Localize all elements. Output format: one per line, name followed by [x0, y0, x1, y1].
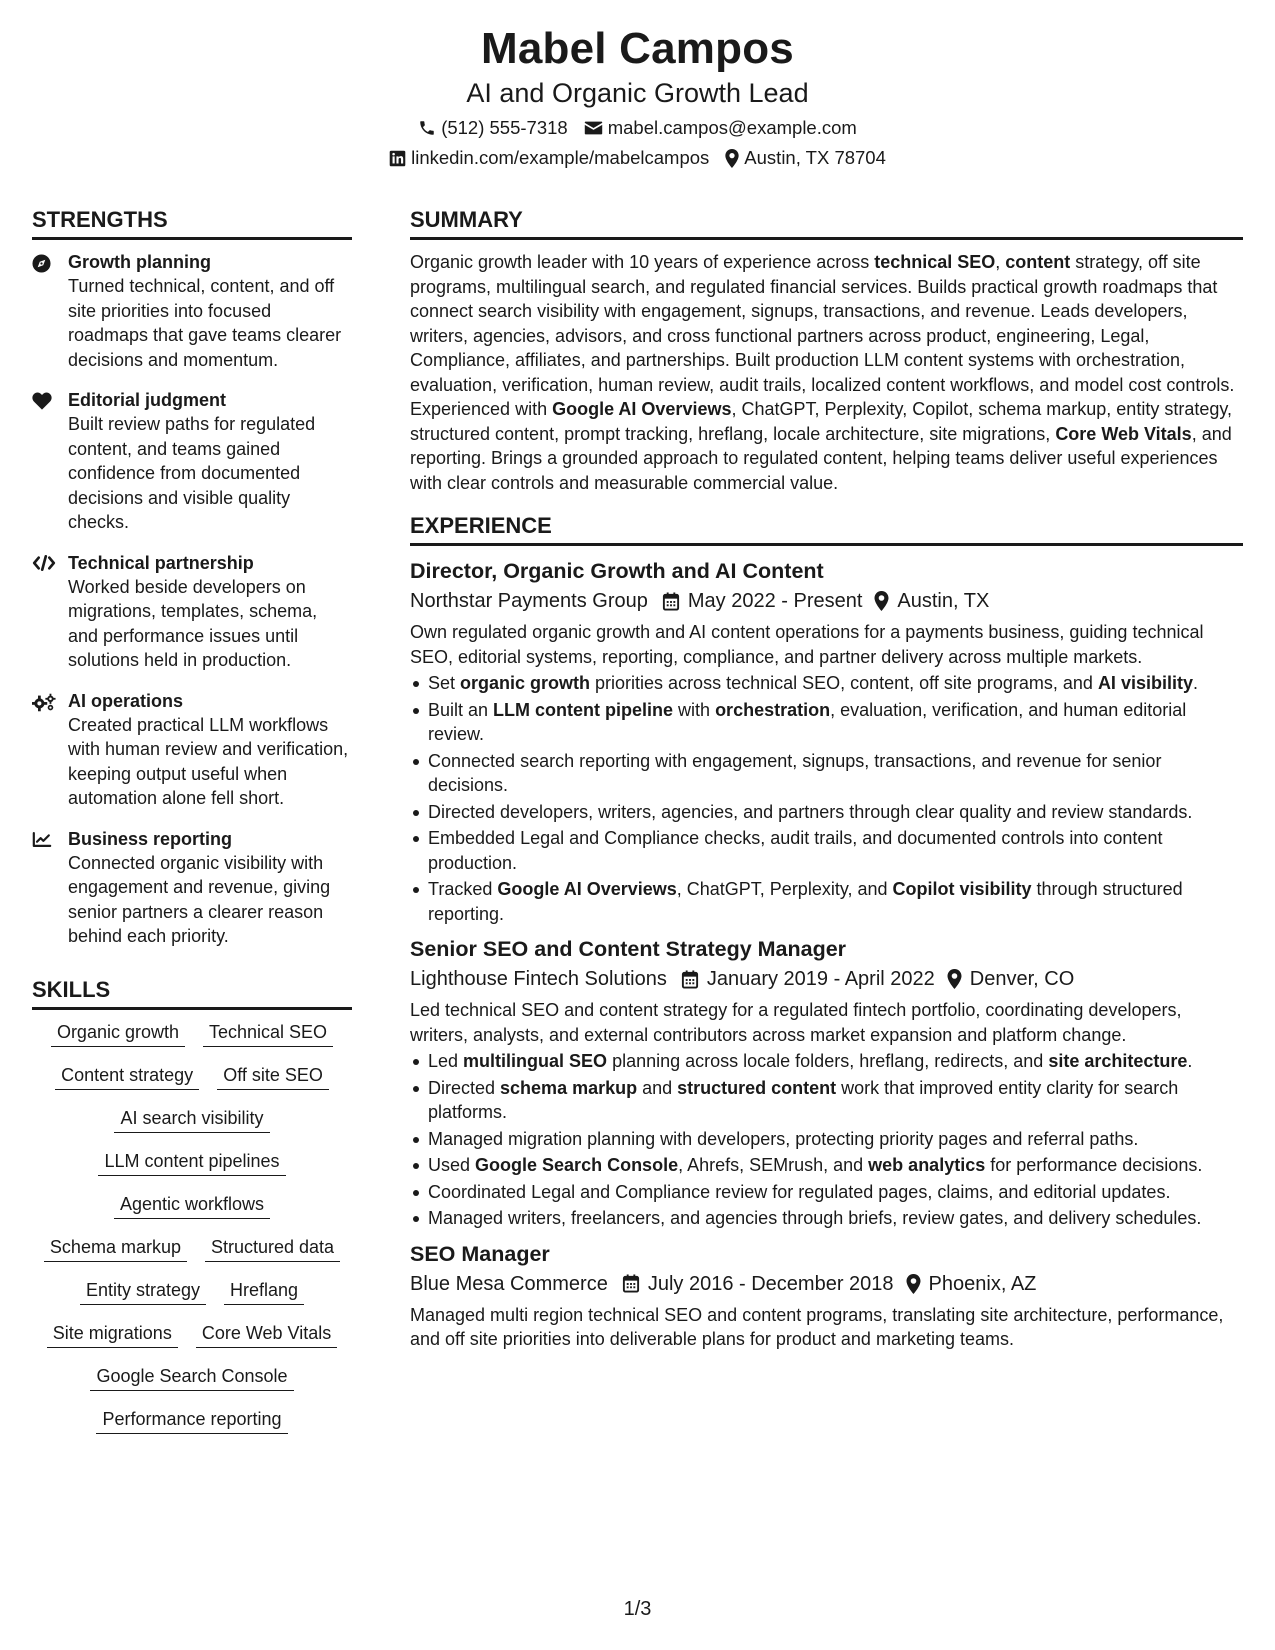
strength-title: Technical partnership: [68, 552, 254, 573]
bold-keyword: organic growth: [460, 673, 591, 693]
bold-keyword: AI visibility: [1097, 673, 1193, 693]
job-location: Phoenix, AZ: [928, 1272, 1037, 1295]
skill-tag: Agentic workflows: [114, 1192, 270, 1219]
map-pin-icon: [725, 149, 739, 168]
candidate-name: Mabel Campos: [481, 24, 794, 73]
summary-heading: SUMMARY: [410, 205, 1243, 240]
bold-keyword: schema markup: [500, 1077, 638, 1098]
job-dates: July 2016 - December 2018: [647, 1272, 894, 1295]
job-dates: May 2022 - Present: [687, 590, 863, 612]
job-meta: [410, 586, 1243, 616]
linkedin-text[interactable]: linkedin.com/example/mabelcampos: [411, 147, 710, 168]
contact-email[interactable]: [584, 113, 857, 143]
job-description: Own regulated organic growth and AI content operations for a payments business, guiding technical SEO, editorial systems, reporting, compliance, and partner delivery across multiple markets.: [410, 622, 1204, 667]
bold-keyword: Copilot visibility: [892, 879, 1032, 899]
skill-tag: Structured data: [205, 1235, 340, 1262]
bold-keyword: multilingual SEO: [463, 1051, 608, 1071]
skills-section: [32, 975, 352, 1434]
job-meta: [410, 964, 1243, 994]
skill-row: [32, 1149, 352, 1176]
strength-title: Business reporting: [68, 828, 233, 849]
bullet-item: Directed schema markup and structured content work that improved entity clarity for search platforms.: [428, 1076, 1243, 1125]
right-column: [410, 205, 1243, 1360]
job-meta: [410, 1269, 1243, 1299]
job-location: Austin, TX: [897, 590, 990, 612]
job-title: SEO Manager: [410, 1241, 550, 1266]
skill-row: [32, 1321, 352, 1348]
skill-tag: Site migrations: [47, 1321, 178, 1348]
contact-row-2: [0, 143, 1275, 173]
map-pin-icon: [906, 1274, 921, 1294]
code-icon: [32, 551, 68, 673]
strength-desc: Created practical LLM workflows with human review and verification, keeping output useful when automation alone fell short.: [68, 714, 349, 808]
skill-tag: Entity strategy: [80, 1278, 206, 1305]
skill-tag: Google Search Console: [90, 1364, 293, 1391]
bold-keyword: site architecture: [1048, 1051, 1188, 1071]
calendar-icon: [681, 970, 699, 989]
skill-row: [32, 1106, 352, 1133]
contact-phone: [418, 113, 568, 143]
skill-tag: AI search visibility: [114, 1106, 269, 1133]
skill-row: [32, 1020, 352, 1047]
calendar-icon: [622, 1274, 640, 1293]
bold-keyword: structured content: [677, 1077, 837, 1098]
strength-title: Editorial judgment: [68, 390, 227, 410]
bold-keyword: LLM content pipeline: [493, 699, 674, 720]
bullet-item: Used Google Search Console, Ahrefs, SEMrush, and web analytics for performance decisions.: [428, 1153, 1243, 1178]
bold-keyword: Core Web Vitals: [1055, 423, 1192, 444]
skill-row: [32, 1063, 352, 1090]
contact-linkedin[interactable]: [389, 143, 709, 173]
strength-desc: Built review paths for regulated content, and teams gained confidence from documented decisions and visible quality checks.: [68, 414, 316, 532]
contact-location: [725, 143, 886, 173]
job-company: Northstar Payments Group: [410, 590, 648, 612]
strength-title: AI operations: [68, 690, 184, 711]
compass-icon: [32, 250, 68, 372]
strength-title: Growth planning: [68, 252, 211, 272]
bullet-item: Managed writers, freelancers, and agencies through briefs, review gates, and delivery schedules.: [428, 1206, 1243, 1231]
bold-keyword: content: [1005, 252, 1071, 272]
calendar-icon: [662, 592, 680, 611]
left-column: [32, 205, 352, 1450]
skill-row: [32, 1364, 352, 1391]
gears-icon: [32, 689, 68, 811]
map-pin-icon: [947, 969, 962, 989]
skill-tag: Core Web Vitals: [196, 1321, 337, 1348]
bullet-item: Connected search reporting with engagement, signups, transactions, and revenue for senior decisions.: [428, 749, 1243, 798]
skill-row: [32, 1407, 352, 1434]
skill-tag: Organic growth: [51, 1020, 185, 1047]
strength-item: [32, 388, 352, 535]
location-text: Austin, TX 78704: [744, 147, 886, 168]
bold-keyword: web analytics: [868, 1155, 986, 1175]
job-title: Director, Organic Growth and AI Content: [410, 559, 824, 583]
email-text[interactable]: mabel.campos@example.com: [607, 117, 857, 138]
bold-keyword: technical SEO: [874, 252, 996, 272]
skills-heading: SKILLS: [32, 975, 352, 1010]
job-company: Blue Mesa Commerce: [410, 1272, 608, 1295]
bold-keyword: Google AI Overviews: [497, 879, 677, 899]
bullet-item: Built an LLM content pipeline with orchestration, evaluation, verification, and human editorial review.: [428, 698, 1243, 747]
skill-row: [32, 1235, 352, 1262]
experience-list: [410, 556, 1243, 1352]
strength-desc: Turned technical, content, and off site priorities into focused roadmaps that gave teams clearer decisions and momentum.: [68, 276, 342, 370]
skills-list: [32, 1020, 352, 1434]
strength-item: [32, 551, 352, 673]
heart-icon: [32, 388, 68, 535]
skill-tag: Hreflang: [224, 1278, 304, 1305]
phone-text: (512) 555-7318: [441, 117, 568, 138]
experience-heading: EXPERIENCE: [410, 511, 1243, 546]
bold-keyword: Google AI Overviews: [552, 399, 732, 419]
strength-desc: Worked beside developers on migrations, templates, schema, and performance issues until solutions held in production.: [68, 576, 318, 670]
strength-item: [32, 689, 352, 811]
phone-icon: [418, 119, 436, 137]
candidate-title: AI and Organic Growth Lead: [466, 78, 809, 108]
job-bullets: [410, 1049, 1243, 1231]
skill-tag: Performance reporting: [96, 1407, 287, 1434]
job-description: Managed multi region technical SEO and content programs, translating site architecture, performance, and off site priorities into deliverable plans for product and marketing teams.: [410, 1304, 1224, 1349]
skill-row: [32, 1192, 352, 1219]
envelope-icon: [584, 120, 603, 136]
strengths-heading: STRENGTHS: [32, 205, 352, 240]
skill-tag: Technical SEO: [203, 1020, 333, 1047]
job-bullets: [410, 671, 1243, 926]
chart-line-icon: [32, 827, 68, 949]
summary-text: Organic growth leader with 10 years of experience across technical SEO, content strategy, off site programs, multilingual search, and regulated financial services. Builds practical growth roadmaps that connect search visibility with engagement, signups, transactions, and revenue. Leads developers, writers, agencies, advisors, and cross functional partners across product, engineering, Legal, Compliance, affiliates, and partnerships. Built production LLM content systems with orchestration, evaluation, verification, human review, audit trails, localized content workflows, and model cost controls. Experienced with Google AI Overviews, ChatGPT, Perplexity, Copilot, schema markup, entity strategy, structured content, prompt tracking, hreflang, locale architecture, site migrations, Core Web Vitals, and reporting. Brings a grounded approach to regulated content, helping teams deliver useful experiences with clear controls and measurable commercial value.: [410, 252, 1235, 493]
bullet-item: Tracked Google AI Overviews, ChatGPT, Perplexity, and Copilot visibility through structured reporting.: [428, 877, 1243, 926]
job-entry: [410, 556, 1243, 926]
job-dates: January 2019 - April 2022: [706, 968, 935, 990]
strength-desc: Connected organic visibility with engagement and revenue, giving senior partners a clearer reason behind each priority.: [68, 852, 331, 946]
bullet-item: Embedded Legal and Compliance checks, audit trails, and documented controls into content production.: [428, 826, 1243, 875]
job-company: Lighthouse Fintech Solutions: [410, 968, 667, 990]
skill-tag: Off site SEO: [217, 1063, 329, 1090]
bullet-item: Coordinated Legal and Compliance review for regulated pages, claims, and editorial updates.: [428, 1180, 1243, 1205]
strength-item: [32, 250, 352, 372]
job-description: Led technical SEO and content strategy for a regulated fintech portfolio, coordinating developers, writers, analysts, and external contributors across market expansion and platform change.: [410, 1000, 1182, 1045]
bold-keyword: Google Search Console: [475, 1155, 679, 1175]
skill-row: [32, 1278, 352, 1305]
bullet-item: Managed migration planning with developers, protecting priority pages and referral paths.: [428, 1127, 1243, 1152]
skill-tag: LLM content pipelines: [98, 1149, 285, 1176]
map-pin-icon: [874, 591, 889, 611]
job-entry: [410, 934, 1243, 1231]
job-location: Denver, CO: [969, 968, 1075, 990]
strength-item: [32, 827, 352, 949]
bold-keyword: orchestration: [715, 699, 831, 720]
bullet-item: Led multilingual SEO planning across locale folders, hreflang, redirects, and site architecture.: [428, 1049, 1243, 1074]
contact-row-1: [0, 113, 1275, 143]
page-number: 1/3: [623, 1598, 652, 1620]
job-entry: [410, 1239, 1243, 1352]
bullet-item: Directed developers, writers, agencies, and partners through clear quality and review standards.: [428, 800, 1243, 825]
skill-tag: Schema markup: [44, 1235, 187, 1262]
linkedin-icon: [389, 150, 406, 167]
job-title: Senior SEO and Content Strategy Manager: [410, 937, 847, 961]
bullet-item: Set organic growth priorities across technical SEO, content, off site programs, and AI visibility.: [428, 671, 1243, 696]
resume-header: [0, 22, 1275, 173]
skill-tag: Content strategy: [55, 1063, 199, 1090]
